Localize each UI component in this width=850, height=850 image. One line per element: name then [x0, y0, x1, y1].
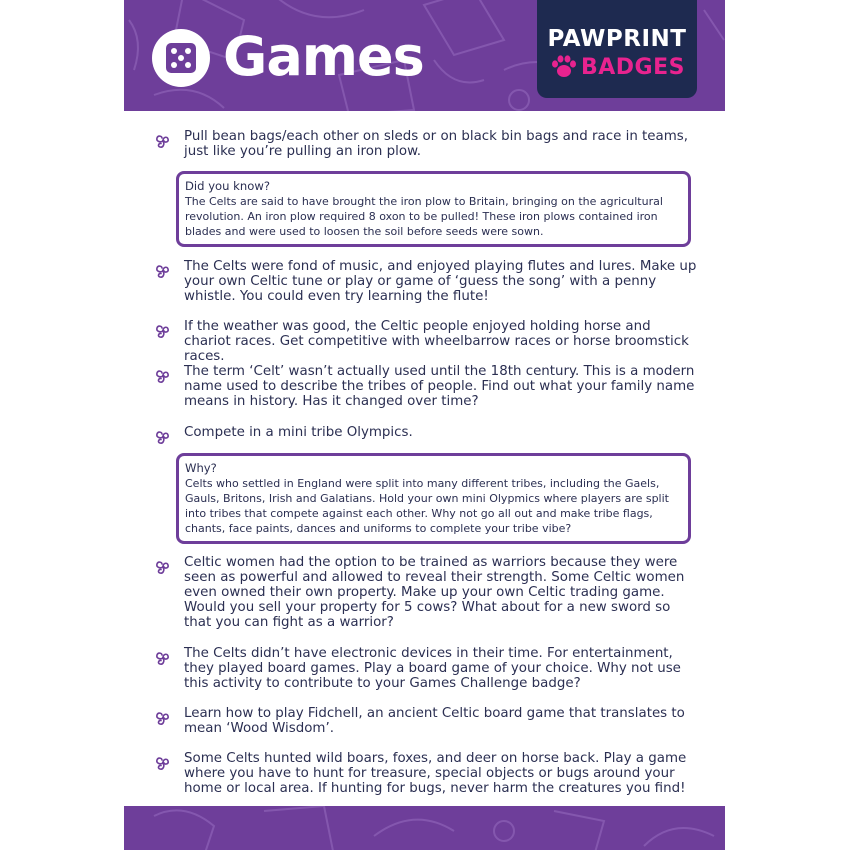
item-text: If the weather was good, the Celtic people enjoyed holding horse and chariot races. Get competitive with wheelbarrow races or horse broomstick races. [184, 319, 689, 364]
doodle-pattern [124, 806, 725, 850]
item-text: Celtic women had the option to be trained as warriors because they were seen as powerful and allowed to reveal their strength. Some Celtic women even owned their own property. Make up your own Celtic trading game. Would you sell your property for 5 cows? What about for a new sword so that you can fight as a warrior? [184, 555, 685, 630]
item-text: The Celts didn’t have electronic devices in their time. For entertainment, they played board games. Play a board game of your choice. Why not use this activity to contribute to your Games Challenge badge? [184, 646, 681, 691]
triskele-icon [152, 647, 174, 669]
footer-banner [124, 806, 725, 850]
did-you-know-box [176, 171, 691, 247]
item-text: The Celts were fond of music, and enjoyed playing flutes and lures. Make up your own Celtic tune or play or game of ‘guess the song’ with a penny whistle. You could even try learning the flute! [184, 259, 697, 304]
box-text: Celts who settled in England were split into many different tribes, including the Gaels, Gauls, Britons, Irish and Galatians. Hold your own mini Olypmics where players are split into tribes that compete against each other. Why not go all out and make tribe flags, chants, face paints, dances and uniforms to complete your tribe vibe? [185, 477, 669, 535]
box-title: Did you know? [185, 179, 270, 193]
item-text: The term ‘Celt’ wasn’t actually used until the 18th century. This is a modern name used to describe the tribes of people. Find out what your family name means in history. Has it changed over time? [184, 364, 695, 409]
page-title: Games [223, 25, 424, 88]
triskele-icon [152, 556, 174, 578]
page-sheet [124, 0, 725, 850]
logo-line1: PAWPRINT [547, 26, 687, 52]
triskele-icon [152, 130, 174, 152]
item-text: Learn how to play Fidchell, an ancient Celtic board game that translates to mean ‘Wood Wisdom’. [184, 706, 685, 736]
box-text: The Celts are said to have brought the iron plow to Britain, bringing on the agricultural revolution. An iron plow required 8 oxon to be pulled! These iron plows contained iron blades and were used to loosen the soil before seeds were sown. [185, 195, 663, 238]
why-box [176, 453, 691, 544]
box-title: Why? [185, 461, 217, 475]
content [124, 0, 725, 850]
item-text: Compete in a mini tribe Olympics. [184, 425, 413, 440]
item-text: Some Celts hunted wild boars, foxes, and deer on horse back. Play a game where you have to hunt for treasure, special objects or bugs around your home or local area. If hunting for bugs, never harm the creatures you find! [184, 751, 687, 796]
triskele-icon [152, 752, 174, 774]
triskele-icon [152, 707, 174, 729]
triskele-icon [152, 320, 174, 342]
triskele-icon [152, 260, 174, 282]
item-text: Pull bean bags/each other on sleds or on black bin bags and race in teams, just like you’re pulling an iron plow. [184, 129, 689, 159]
triskele-icon [152, 365, 174, 387]
logo-line2: BADGES [581, 55, 685, 80]
triskele-icon [152, 426, 174, 448]
